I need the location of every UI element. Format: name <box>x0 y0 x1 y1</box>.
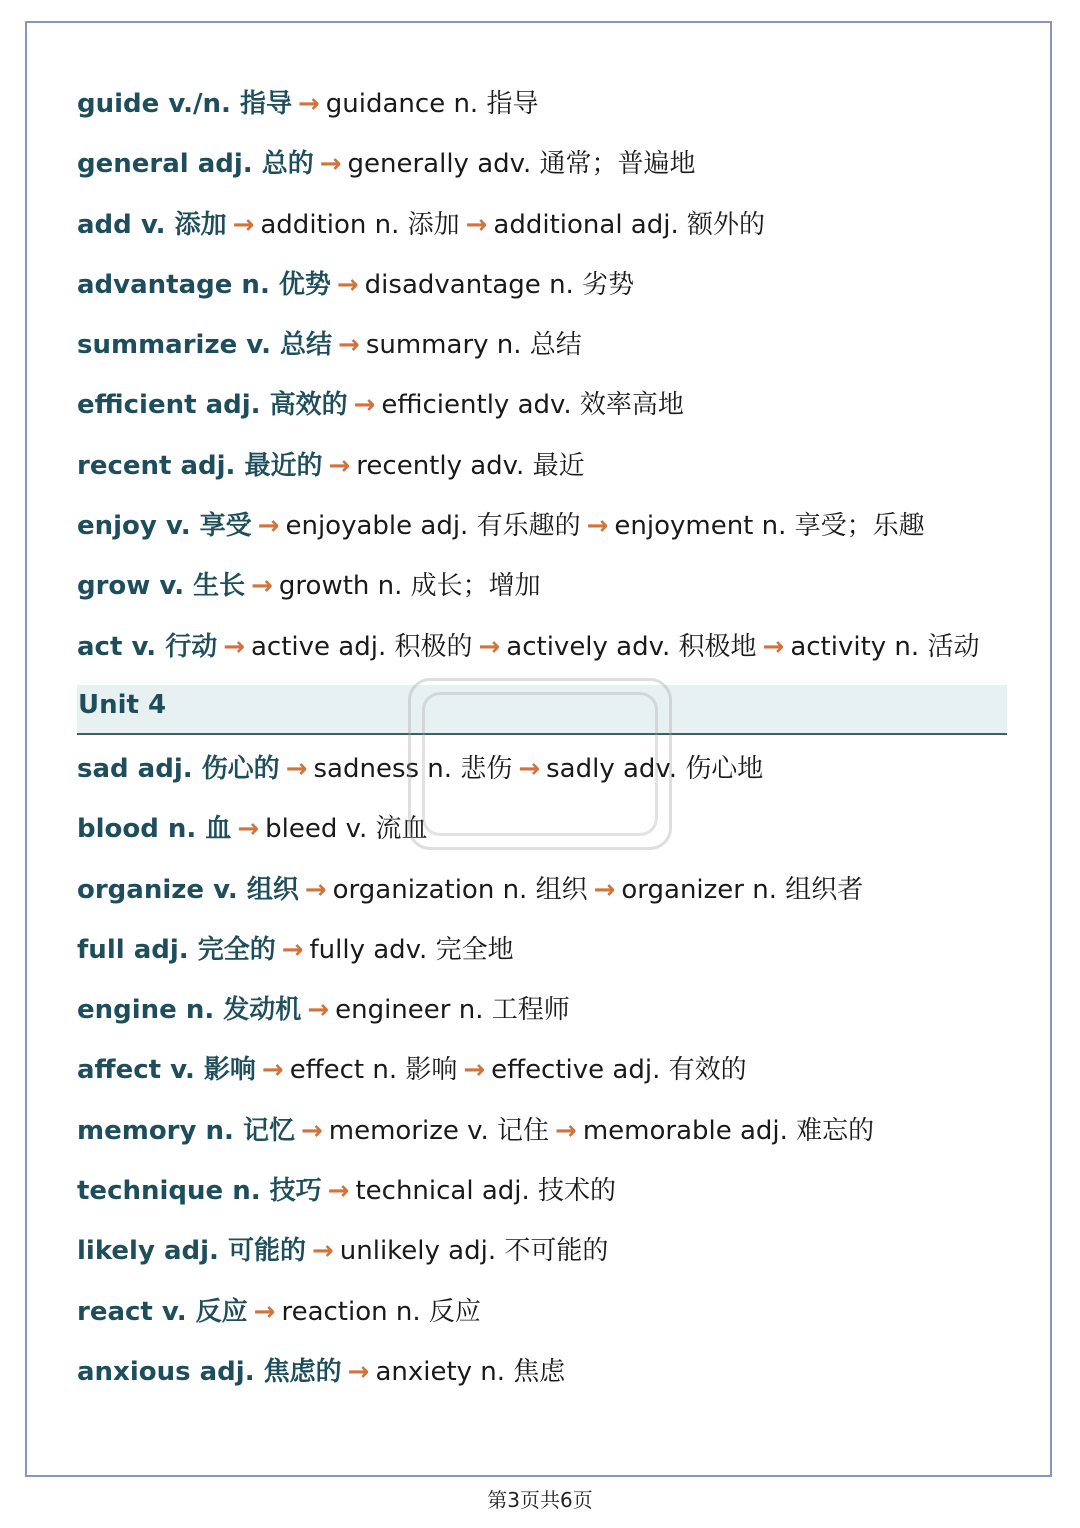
derived-word: sadness n. 悲伤 <box>313 753 513 784</box>
derived-word: activity n. 活动 <box>790 631 980 662</box>
vocab-line <box>77 134 1007 194</box>
vocab-line <box>77 496 1007 556</box>
arrow-icon: → <box>328 450 351 481</box>
arrow-icon: → <box>762 631 785 662</box>
derived-word: bleed v. 流血 <box>265 814 428 845</box>
arrow-icon: → <box>586 511 609 542</box>
vocab-line <box>77 739 1007 799</box>
arrow-icon: → <box>232 209 255 240</box>
derived-word: addition n. 添加 <box>260 209 460 240</box>
derived-word: memorize v. 记住 <box>328 1115 550 1146</box>
headword: affect v. 影响 <box>77 1055 256 1086</box>
derived-word: technical adj. 技术的 <box>355 1176 617 1207</box>
vocab-line <box>77 980 1007 1040</box>
vocab-line <box>77 556 1007 616</box>
arrow-icon: → <box>300 1115 323 1146</box>
arrow-icon: → <box>319 149 342 180</box>
vocab-list-section-2 <box>77 739 1007 1402</box>
arrow-icon: → <box>257 511 280 542</box>
arrow-icon: → <box>338 330 360 361</box>
derived-word: growth n. 成长；增加 <box>278 571 541 602</box>
derived-word: guidance n. 指导 <box>325 89 539 119</box>
arrow-icon: → <box>297 89 320 119</box>
vocab-line <box>77 315 1007 375</box>
arrow-icon: → <box>327 1176 350 1207</box>
headword: full adj. 完全的 <box>77 934 276 965</box>
headword: enjoy v. 享受 <box>77 511 252 542</box>
headword: add v. 添加 <box>77 209 227 240</box>
vocab-line <box>77 617 1007 677</box>
derived-word: organization n. 组织 <box>332 874 588 905</box>
vocab-line <box>77 436 1007 496</box>
headword: blood n. 血 <box>77 814 232 845</box>
arrow-icon: → <box>285 753 308 784</box>
arrow-icon: → <box>304 874 327 905</box>
headword: engine n. 发动机 <box>77 995 302 1026</box>
headword: grow v. 生长 <box>77 571 246 602</box>
vocab-line <box>77 860 1007 920</box>
derived-word: sadly adv. 伤心地 <box>546 753 764 784</box>
derived-word: generally adv. 通常；普遍地 <box>347 149 696 180</box>
arrow-icon: → <box>253 1296 276 1327</box>
derived-word: efficiently adv. 效率高地 <box>381 390 684 421</box>
headword: summarize v. 总结 <box>77 330 333 361</box>
arrow-icon: → <box>261 1055 284 1086</box>
derived-word: anxiety n. 焦虑 <box>375 1356 566 1387</box>
headword: recent adj. 最近的 <box>77 450 323 481</box>
headword: efficient adj. 高效的 <box>77 390 348 421</box>
arrow-icon: → <box>251 571 273 602</box>
arrow-icon: → <box>353 390 376 421</box>
derived-word: effective adj. 有效的 <box>491 1055 747 1086</box>
derived-word: fully adv. 完全地 <box>309 934 514 965</box>
derived-word: effect n. 影响 <box>289 1055 458 1086</box>
headword: react v. 反应 <box>77 1296 248 1327</box>
headword: organize v. 组织 <box>77 874 299 905</box>
arrow-icon: → <box>593 874 616 905</box>
arrow-icon: → <box>223 631 245 662</box>
vocab-line <box>77 1101 1007 1161</box>
arrow-icon: → <box>311 1236 334 1267</box>
vocab-line <box>77 1221 1007 1281</box>
arrow-icon: → <box>518 753 541 784</box>
derived-word: enjoyable adj. 有乐趣的 <box>285 511 581 542</box>
derived-word: actively adv. 积极地 <box>506 631 757 662</box>
derived-word: engineer n. 工程师 <box>335 995 570 1026</box>
arrow-icon: → <box>478 631 501 662</box>
arrow-icon: → <box>336 269 359 300</box>
vocab-line <box>77 375 1007 435</box>
vocab-list-section-1 <box>77 74 1007 677</box>
headword: advantage n. 优势 <box>77 269 331 300</box>
headword: general adj. 总的 <box>77 149 314 180</box>
arrow-icon: → <box>347 1356 370 1387</box>
vocab-line <box>77 1282 1007 1342</box>
headword: likely adj. 可能的 <box>77 1236 306 1267</box>
arrow-icon: → <box>281 934 304 965</box>
headword: anxious adj. 焦虑的 <box>77 1356 342 1387</box>
page-footer: 第3页共6页 <box>487 1488 593 1512</box>
vocab-line <box>77 1342 1007 1402</box>
derived-word: organizer n. 组织者 <box>621 874 864 905</box>
arrow-icon: → <box>465 209 488 240</box>
derived-word: active adj. 积极的 <box>251 631 473 662</box>
derived-word: disadvantage n. 劣势 <box>364 269 635 300</box>
vocab-line <box>77 1040 1007 1100</box>
derived-word: summary n. 总结 <box>365 330 582 361</box>
vocab-line <box>77 195 1007 255</box>
arrow-icon: → <box>555 1115 577 1146</box>
vocab-line <box>77 1161 1007 1221</box>
headword: sad adj. 伤心的 <box>77 753 280 784</box>
arrow-icon: → <box>307 995 330 1026</box>
derived-word: reaction n. 反应 <box>281 1296 481 1327</box>
derived-word: memorable adj. 难忘的 <box>582 1115 875 1146</box>
vocab-content <box>77 74 1007 1402</box>
headword: technique n. 技巧 <box>77 1176 322 1207</box>
unit-heading: Unit 4 <box>77 685 1007 735</box>
vocab-line <box>77 255 1007 315</box>
derived-word: recently adv. 最近 <box>356 450 585 481</box>
derived-word: additional adj. 额外的 <box>493 209 766 240</box>
arrow-icon: → <box>463 1055 486 1086</box>
derived-word: unlikely adj. 不可能的 <box>339 1236 609 1267</box>
vocab-line <box>77 799 1007 859</box>
arrow-icon: → <box>237 814 260 845</box>
headword: memory n. 记忆 <box>77 1115 295 1146</box>
vocab-line <box>77 74 1007 134</box>
derived-word: enjoyment n. 享受；乐趣 <box>614 511 925 542</box>
vocab-line <box>77 920 1007 980</box>
headword: act v. 行动 <box>77 631 218 662</box>
headword: guide v./n. 指导 <box>77 89 292 119</box>
